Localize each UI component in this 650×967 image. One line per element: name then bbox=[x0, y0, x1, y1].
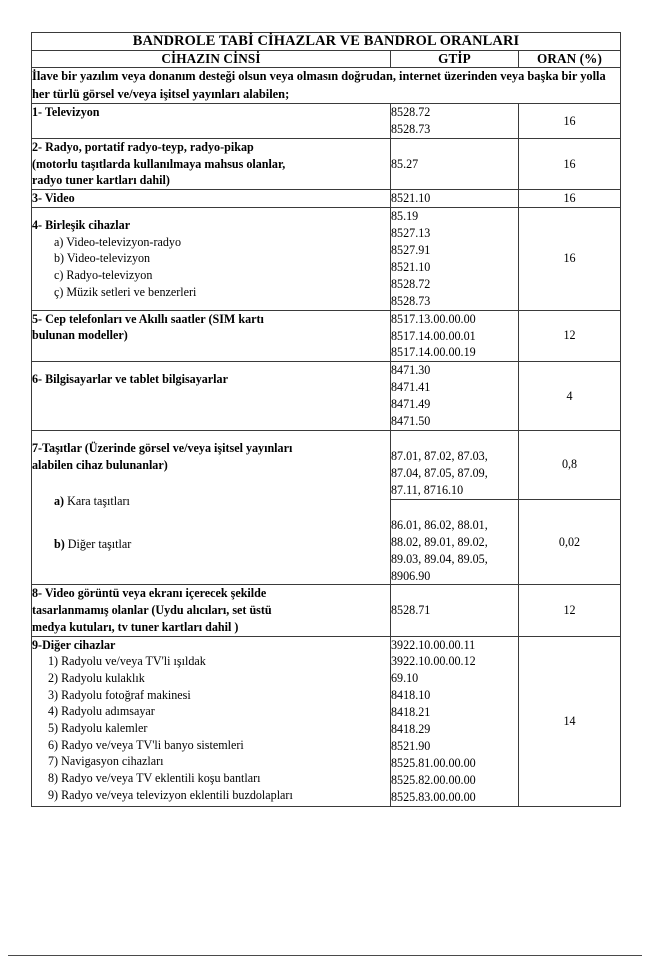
subitem-marker: b) bbox=[54, 537, 65, 552]
row-gtip-cell bbox=[391, 431, 519, 500]
row-label: 6- Bilgisayarlar ve tablet bilgisayarlar bbox=[32, 372, 228, 387]
table-header-row bbox=[32, 51, 621, 68]
row-subitem: 3) Radyolu fotoğraf makinesi bbox=[48, 687, 191, 702]
table-row bbox=[32, 310, 621, 362]
table-title-row bbox=[32, 33, 621, 51]
gtip-code: 8471.50 bbox=[391, 414, 431, 429]
gtip-code: 3922.10.00.00.11 bbox=[391, 637, 476, 652]
row-subitem: b) Video-televizyon bbox=[54, 251, 151, 266]
row-gtip-cell bbox=[391, 208, 519, 311]
table-row bbox=[32, 190, 621, 208]
row-gtip-cell bbox=[391, 310, 519, 362]
gtip-code: 8418.10 bbox=[391, 688, 431, 703]
row-rate-cell: 0,8 bbox=[519, 431, 621, 500]
table-row bbox=[32, 431, 621, 500]
gtip-code: 85.27 bbox=[391, 157, 419, 172]
gtip-code: 8525.82.00.00.00 bbox=[391, 772, 476, 787]
row-name-cell bbox=[32, 208, 391, 311]
row-subitem bbox=[32, 536, 390, 553]
row-name-cell bbox=[32, 310, 391, 362]
gtip-code: 3922.10.00.00.12 bbox=[391, 654, 476, 669]
table-row bbox=[32, 585, 621, 636]
row-gtip-cell bbox=[391, 362, 519, 431]
row-label: 3- Video bbox=[32, 191, 75, 206]
row-label: 5- Cep telefonları ve Akıllı saatler (SIM kartı bbox=[32, 311, 264, 326]
row-gtip-cell bbox=[391, 585, 519, 636]
spacer bbox=[32, 553, 390, 579]
row-subitem: 4) Radyolu adımsayar bbox=[48, 704, 155, 719]
gtip-code: 8525.81.00.00.00 bbox=[391, 756, 476, 770]
gtip-code: 8471.49 bbox=[391, 397, 431, 412]
gtip-code: 8517.14.00.00.19 bbox=[391, 345, 476, 360]
row-name-cell bbox=[32, 431, 391, 585]
row-label: 4- Birleşik cihazlar bbox=[32, 218, 131, 233]
intro-text: İlave bir yazılım veya donanım desteği olsun veya olmasın doğrudan, internet üzerinden veya başka bir yolla her türlü görsel ve/veya işitsel yayınları alabilen; bbox=[32, 69, 606, 101]
spacer bbox=[32, 473, 390, 493]
spacer bbox=[32, 362, 390, 371]
gtip-code: 8528.72 bbox=[391, 105, 431, 120]
intro-paragraph bbox=[32, 68, 621, 104]
gtip-code: 8528.71 bbox=[391, 603, 431, 618]
gtip-code: 8527.91 bbox=[391, 242, 431, 257]
tariff-table bbox=[31, 32, 621, 807]
row-rate-cell: 12 bbox=[519, 310, 621, 362]
row-name-cell bbox=[32, 585, 391, 636]
gtip-code: 8528.73 bbox=[391, 293, 431, 308]
subitem-marker: a) bbox=[54, 494, 65, 509]
row-rate-cell: 0,02 bbox=[519, 499, 621, 585]
spacer bbox=[32, 208, 390, 217]
gtip-code: 87.01, 87.02, 87.03, bbox=[391, 449, 488, 464]
row-label-line: (motorlu taşıtlarda kullanılmaya mahsus olanlar, bbox=[32, 156, 286, 171]
row-subitem: 6) Radyo ve/veya TV'li banyo sistemleri bbox=[48, 737, 244, 752]
intro-row bbox=[32, 68, 621, 104]
row-gtip-cell bbox=[391, 636, 519, 806]
table-row bbox=[32, 104, 621, 139]
page-bottom-divider bbox=[8, 955, 642, 956]
subitem-text: Kara taşıtları bbox=[64, 494, 130, 509]
gtip-code: 8525.83.00.00.00 bbox=[391, 789, 476, 804]
row-subitem: c) Radyo-televizyon bbox=[54, 268, 153, 283]
gtip-code: 8418.29 bbox=[391, 722, 431, 737]
row-label: 9-Diğer cihazlar bbox=[32, 637, 116, 652]
row-rate-cell: 16 bbox=[519, 139, 621, 190]
row-label: 7-Taşıtlar (Üzerinde görsel ve/veya işitsel yayınları bbox=[32, 441, 293, 456]
row-gtip-cell bbox=[391, 104, 519, 139]
table-row bbox=[32, 362, 621, 431]
gtip-code: 8527.13 bbox=[391, 225, 431, 240]
gtip-code: 88.02, 89.01, 89.02, bbox=[391, 534, 488, 549]
row-label-line: alabilen cihaz bulunanlar) bbox=[32, 457, 168, 472]
gtip-code: 87.04, 87.05, 87.09, bbox=[391, 465, 488, 480]
tariff-table-container bbox=[31, 32, 620, 807]
gtip-code: 86.01, 86.02, 88.01, bbox=[391, 517, 488, 532]
row-label-line: medya kutuları, tv tuner kartları dahil ) bbox=[32, 619, 239, 634]
row-subitem: 2) Radyolu kulaklık bbox=[48, 670, 145, 685]
row-subitem bbox=[32, 493, 390, 510]
column-header-gtip: GTİP bbox=[391, 51, 519, 68]
row-subitem: 7) Navigasyon cihazları bbox=[48, 754, 164, 769]
gtip-code: 8471.41 bbox=[391, 380, 431, 395]
row-gtip-cell bbox=[391, 190, 519, 208]
gtip-code: 8906.90 bbox=[391, 568, 431, 583]
table-row bbox=[32, 636, 621, 806]
row-name-cell bbox=[32, 190, 391, 208]
gtip-code: 87.11, 8716.10 bbox=[391, 482, 464, 497]
row-label: 8- Video görüntü veya ekranı içerecek şekilde bbox=[32, 586, 267, 601]
subitem-text: Diğer taşıtlar bbox=[64, 537, 132, 552]
row-gtip-cell bbox=[391, 499, 519, 585]
spacer bbox=[32, 431, 390, 440]
table-row bbox=[32, 208, 621, 311]
row-subitem: ç) Müzik setleri ve benzerleri bbox=[54, 284, 197, 299]
row-rate-cell: 16 bbox=[519, 208, 621, 311]
column-header-name: CİHAZIN CİNSİ bbox=[32, 51, 391, 68]
row-rate-cell: 4 bbox=[519, 362, 621, 431]
row-name-cell bbox=[32, 104, 391, 139]
gtip-code: 8418.21 bbox=[391, 705, 431, 720]
row-subitem: 8) Radyo ve/veya TV eklentili koşu bantları bbox=[48, 771, 261, 786]
row-name-cell bbox=[32, 362, 391, 431]
row-subitem: a) Video-televizyon-radyo bbox=[54, 234, 181, 249]
document-title: BANDROLE TABİ CİHAZLAR VE BANDROL ORANLARI bbox=[32, 33, 621, 51]
table-row bbox=[32, 139, 621, 190]
gtip-code: 8521.10 bbox=[391, 191, 431, 206]
row-label-line: bulunan modeller) bbox=[32, 328, 128, 343]
gtip-code: 69.10 bbox=[391, 671, 419, 686]
gtip-code: 8471.30 bbox=[391, 363, 431, 378]
row-name-cell bbox=[32, 636, 391, 806]
row-label-line: radyo tuner kartları dahil) bbox=[32, 173, 170, 188]
row-label-line: tasarlanmamış olanlar (Uydu alıcıları, set üstü bbox=[32, 603, 272, 618]
row-label: 2- Radyo, portatif radyo-teyp, radyo-pikap bbox=[32, 140, 254, 155]
row-rate-cell: 16 bbox=[519, 104, 621, 139]
row-label: 1- Televizyon bbox=[32, 105, 100, 120]
gtip-code: 8517.13.00.00.00 bbox=[391, 311, 476, 326]
row-name-cell bbox=[32, 139, 391, 190]
row-subitem: 5) Radyolu kalemler bbox=[48, 720, 148, 735]
row-rate-cell: 14 bbox=[519, 636, 621, 806]
gtip-code: 85.19 bbox=[391, 209, 419, 224]
gtip-code: 8528.72 bbox=[391, 276, 431, 291]
row-rate-cell: 16 bbox=[519, 190, 621, 208]
row-subitem: 1) Radyolu ve/veya TV'li ışıldak bbox=[48, 654, 206, 669]
gtip-code: 8521.10 bbox=[391, 259, 431, 274]
spacer bbox=[32, 510, 390, 536]
row-rate-cell: 12 bbox=[519, 585, 621, 636]
gtip-code: 89.03, 89.04, 89.05, bbox=[391, 551, 488, 566]
column-header-rate: ORAN (%) bbox=[519, 51, 621, 68]
row-gtip-cell bbox=[391, 139, 519, 190]
gtip-code: 8521.90 bbox=[391, 739, 431, 754]
gtip-code: 8517.14.00.00.01 bbox=[391, 328, 476, 343]
gtip-code: 8528.73 bbox=[391, 122, 431, 137]
row-subitem: 9) Radyo ve/veya televizyon eklentili buzdolapları bbox=[48, 787, 293, 802]
